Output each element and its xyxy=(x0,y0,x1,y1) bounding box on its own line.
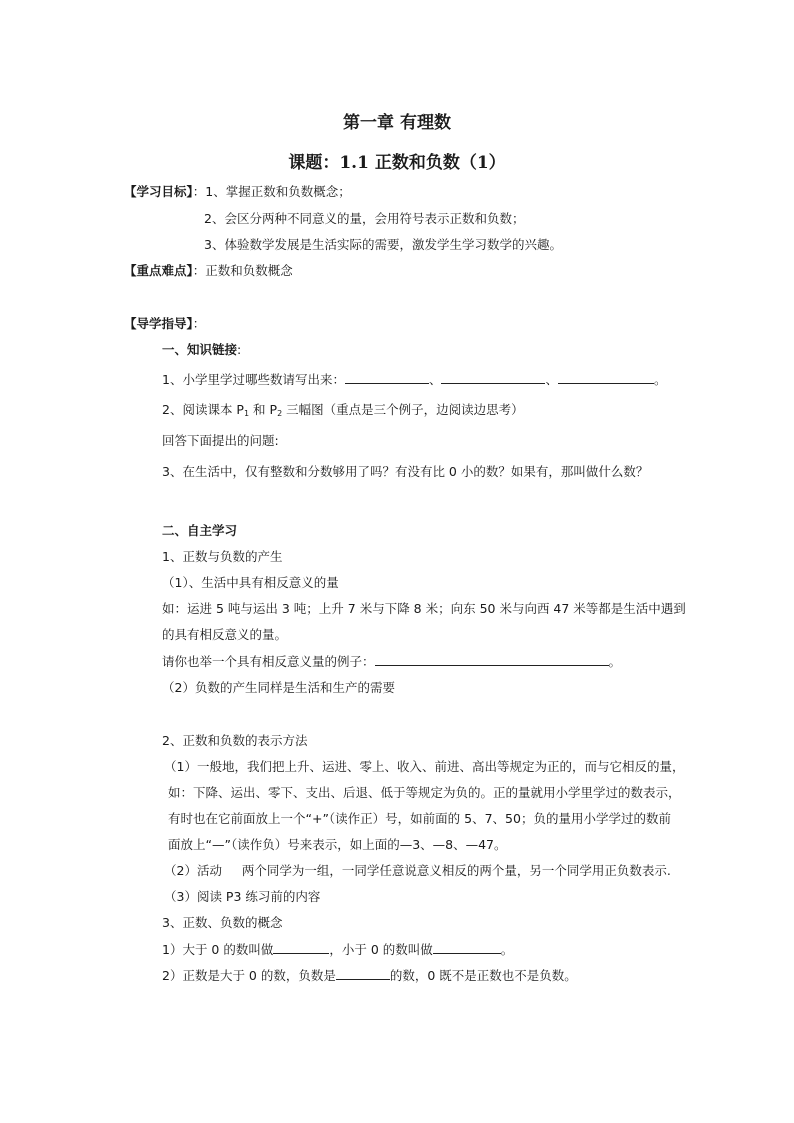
lesson-title: 课题：1.1 正数和负数（1） xyxy=(288,153,506,173)
section-1-title: 一、知识链接 xyxy=(162,342,238,357)
goals-label: 【学习目标】 xyxy=(124,184,193,199)
paragraph-line-3: 有时也在它前面放上一个“+”（读作正）号，如前面的 5、7、50；负的量用小学学过的数前 xyxy=(168,811,671,826)
subsection-1: 1、正数与负数的产生 xyxy=(162,549,283,564)
guide-label: 【导学指导】 xyxy=(124,316,193,331)
goal-item-1: 1、掌握正数和负数概念； xyxy=(205,184,351,199)
key-points-text: ：正数和负数概念 xyxy=(192,263,293,278)
q2-part-a: 2、阅读课本 P xyxy=(162,402,244,417)
goals-sep: ： xyxy=(192,184,206,199)
question-1-end: 。 xyxy=(654,372,667,387)
subsection-3: 3、正数、负数的概念 xyxy=(162,915,283,930)
activity-line: （2）活动 两个同学为一组，一同学任意说意义相反的两个量，另一个同学用正负数表示. xyxy=(164,863,671,878)
q2-subscript-1: 1 xyxy=(243,409,250,418)
chapter-title: 第一章 有理数 xyxy=(343,113,451,133)
subsection-1-2: （2）负数的产生同样是生活和生产的需要 xyxy=(162,680,395,695)
concept-2-b: 的数，0 既不是正数也不是负数。 xyxy=(389,968,577,983)
section-1-colon: : xyxy=(237,342,242,357)
answer-blank[interactable] xyxy=(345,371,429,384)
paragraph-line-1: （1）一般地，我们把上升、运进、零上、收入、前进、高出等规定为正的，而与它相反的量， xyxy=(164,759,685,774)
concept-1-a: 1）大于 0 的数叫做 xyxy=(162,942,274,957)
concept-2-a: 2）正数是大于 0 的数，负数是 xyxy=(162,968,336,983)
answer-blank[interactable] xyxy=(433,941,501,954)
example-request-end: 。 xyxy=(608,654,622,669)
subsection-2: 2、正数和负数的表示方法 xyxy=(162,733,308,748)
paragraph-line-4: 面放上“—”（读作负）号来表示，如上面的—3、—8、—47。 xyxy=(168,837,507,852)
example-line-2: 的具有相反意义的量。 xyxy=(162,627,288,642)
answer-blank[interactable] xyxy=(558,371,654,384)
section-2-title: 二、自主学习 xyxy=(162,523,238,538)
key-points-line xyxy=(124,263,293,279)
question-3: 3、在生活中，仅有整数和分数够用了吗？有没有比 0 小的数？如果有，那叫做什么数？ xyxy=(162,464,649,479)
goals-line-1 xyxy=(124,184,351,200)
answer-blank[interactable] xyxy=(441,371,545,384)
question-2 xyxy=(162,402,524,418)
concept-1 xyxy=(162,941,513,958)
example-request xyxy=(162,653,621,670)
key-points-label: 【重点难点】 xyxy=(124,263,193,278)
subsection-1-1: （1）、生活中具有相反意义的量 xyxy=(162,575,339,590)
concept-1-c: 。 xyxy=(500,942,514,957)
goal-item-3: 3、体验数学发展是生活实际的需要，激发学生学习数学的兴趣。 xyxy=(204,237,562,252)
section-1-heading xyxy=(162,342,241,358)
example-request-text: 请你也举一个具有相反意义量的例子： xyxy=(162,654,375,669)
reading-line: （3）阅读 P3 练习前的内容 xyxy=(164,889,321,904)
paragraph-line-2: 如：下降、运出、零下、支出、后退、低于等规定为负的。正的量就用小学里学过的数表示， xyxy=(168,785,681,800)
q2-part-c: 三幅图（重点是三个例子，边阅读边思考） xyxy=(282,402,524,417)
blank-separator: 、 xyxy=(545,372,558,387)
question-1-text: 1、小学里学过哪些数请写出来： xyxy=(162,372,345,387)
answer-prompt: 回答下面提出的问题: xyxy=(162,433,279,448)
goal-item-2: 2、会区分两种不同意义的量，会用符号表示正数和负数； xyxy=(204,211,525,226)
answer-blank[interactable] xyxy=(273,941,329,954)
concept-1-b: ，小于 0 的数叫做 xyxy=(329,942,433,957)
question-1 xyxy=(162,371,667,388)
concept-2 xyxy=(162,967,577,984)
q2-part-b: 和 P xyxy=(249,402,278,417)
guide-line xyxy=(124,316,205,332)
answer-blank[interactable] xyxy=(336,967,390,980)
guide-sep: ： xyxy=(192,316,206,331)
q2-subscript-2: 2 xyxy=(277,409,283,418)
example-line-1: 如：运进 5 吨与运出 3 吨；上升 7 米与下降 8 米；向东 50 米与向西 47 米等都是生活中遇到 xyxy=(162,601,686,616)
answer-blank[interactable] xyxy=(375,653,609,666)
blank-separator: 、 xyxy=(428,372,442,387)
